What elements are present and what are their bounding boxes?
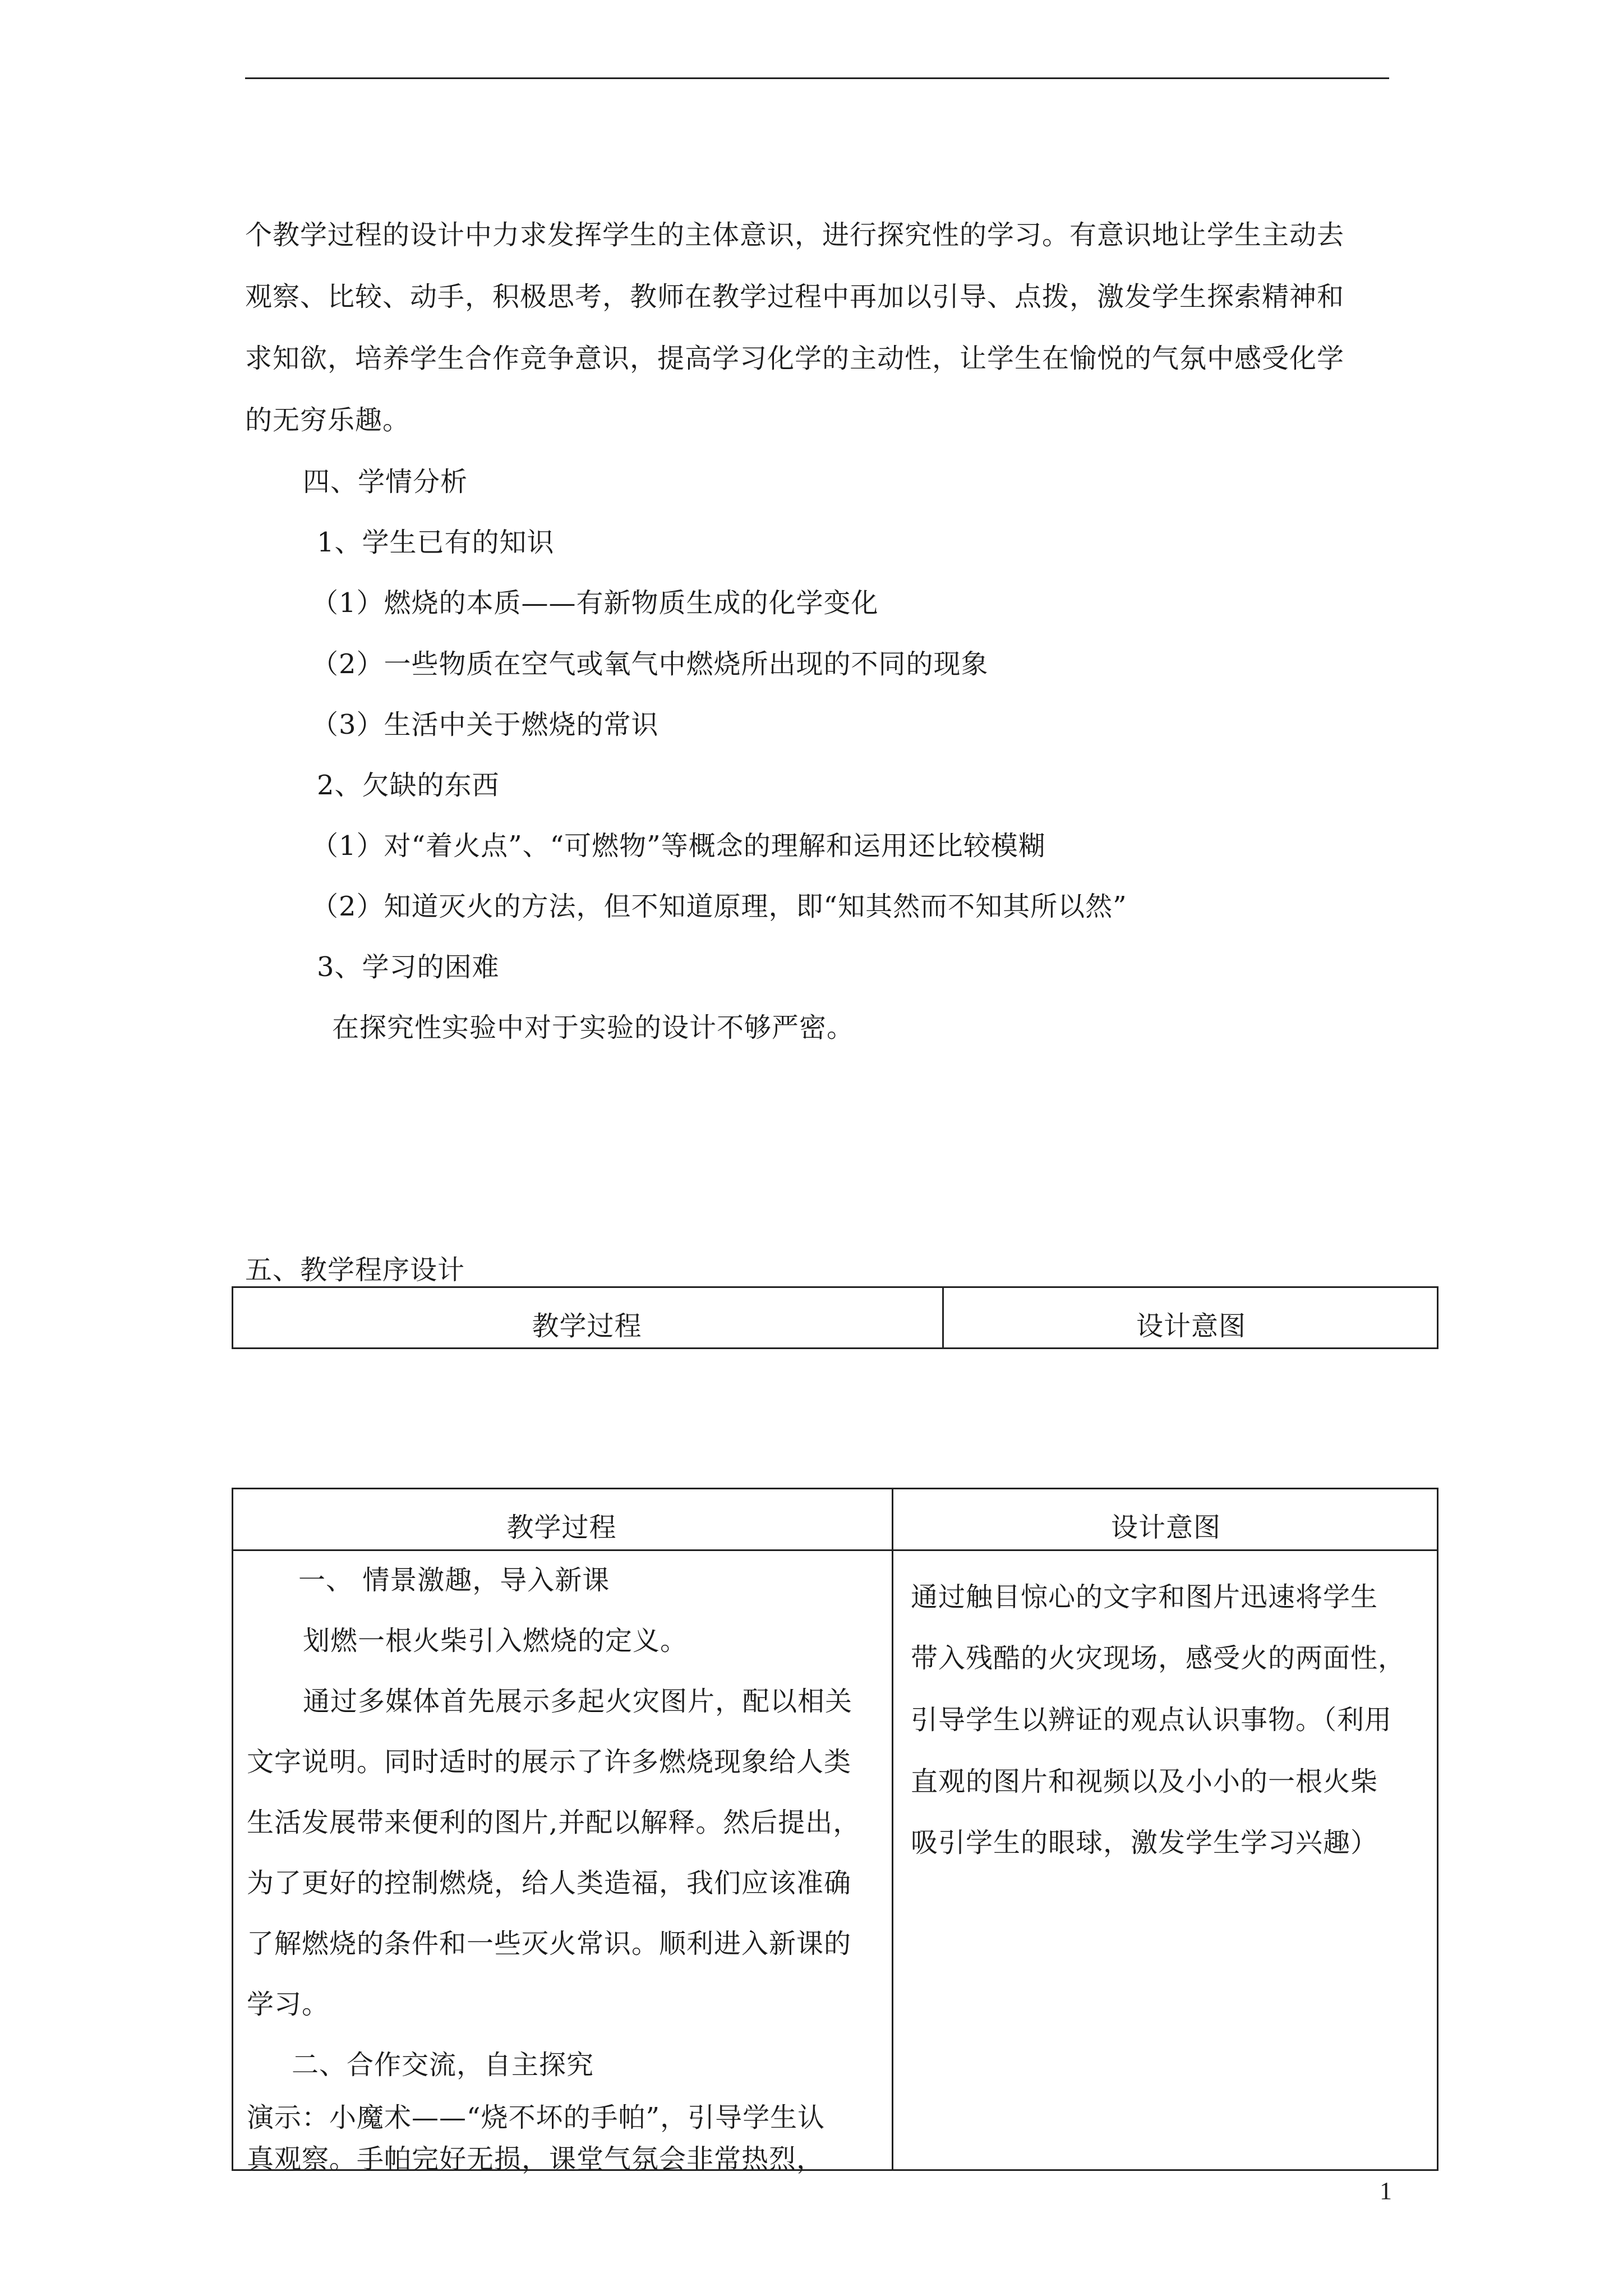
table-header-process: 教学过程 xyxy=(532,1310,642,1342)
process-line: 生活发展带来便利的图片,并配以解释。然后提出， xyxy=(247,1807,861,1838)
intent-line: 引导学生以辨证的观点认识事物。（利用 xyxy=(911,1704,1393,1736)
section-heading: 四、学情分析 xyxy=(303,466,468,498)
list-item: 3、学习的困难 xyxy=(317,951,500,983)
process-line: 学习。 xyxy=(247,1989,330,2020)
table-header-process: 教学过程 xyxy=(506,1512,617,1543)
list-item: 1、学生已有的知识 xyxy=(317,527,555,558)
intent-line: 吸引学生的眼球，激发学生学习兴趣） xyxy=(911,1827,1378,1858)
table-divider xyxy=(892,1488,893,2171)
process-line: 演示：小魔术——“烧不坏的手帕”，引导学生认 xyxy=(247,2102,826,2133)
process-line: 通过多媒体首先展示多起火灾图片，配以相关 xyxy=(303,1686,853,1717)
intent-line: 带入残酷的火灾现场，感受火的两面性， xyxy=(911,1642,1406,1674)
process-line: 真观察。手帕完好无损，课堂气氛会非常热烈， xyxy=(247,2143,824,2175)
section-heading: 五、教学程序设计 xyxy=(245,1254,465,1286)
intent-line: 直观的图片和视频以及小小的一根火柴 xyxy=(911,1766,1378,1797)
process-line: 了解燃烧的条件和一些灭火常识。顺利进入新课的 xyxy=(247,1928,852,1959)
list-item: （2）一些物质在空气或氧气中燃烧所出现的不同的现象 xyxy=(311,648,989,680)
list-item: （1）燃烧的本质——有新物质生成的化学变化 xyxy=(311,587,879,619)
page-number: 1 xyxy=(1380,2177,1392,2205)
process-line: 为了更好的控制燃烧，给人类造福，我们应该准确 xyxy=(247,1867,852,1899)
header-rule xyxy=(245,77,1389,79)
list-item: （2）知道灭火的方法，但不知道原理，即“知其然而不知其所以然” xyxy=(311,891,1127,922)
intro-line: 的无穷乐趣。 xyxy=(245,404,411,436)
intro-line: 观察、比较、动手，积极思考，教师在教学过程中再加以引导、点拨，激发学生探索精神和 xyxy=(245,281,1345,312)
process-line: 一、 情景激趣，导入新课 xyxy=(298,1565,610,1596)
list-item: （3）生活中关于燃烧的常识 xyxy=(311,709,659,740)
process-line: 二、合作交流，自主探究 xyxy=(292,2049,594,2081)
list-item: （1）对“着火点”、“可燃物”等概念的理解和运用还比较模糊 xyxy=(311,830,1046,862)
table-header-intent: 设计意图 xyxy=(1136,1310,1246,1342)
list-item: 在探究性实验中对于实验的设计不够严密。 xyxy=(332,1012,855,1043)
process-line: 划燃一根火柴引入燃烧的定义。 xyxy=(303,1625,688,1657)
table-header-intent: 设计意图 xyxy=(1110,1512,1221,1543)
list-item: 2、欠缺的东西 xyxy=(317,770,500,801)
process-line: 文字说明。同时适时的展示了许多燃烧现象给人类 xyxy=(247,1746,852,1778)
table-header-rule xyxy=(232,1549,1438,1551)
intent-line: 通过触目惊心的文字和图片迅速将学生 xyxy=(911,1581,1378,1613)
intro-line: 求知欲，培养学生合作竞争意识，提高学习化学的主动性，让学生在愉悦的气氛中感受化学 xyxy=(245,343,1345,374)
intro-line: 个教学过程的设计中力求发挥学生的主体意识，进行探究性的学习。有意识地让学生主动去 xyxy=(245,219,1345,251)
